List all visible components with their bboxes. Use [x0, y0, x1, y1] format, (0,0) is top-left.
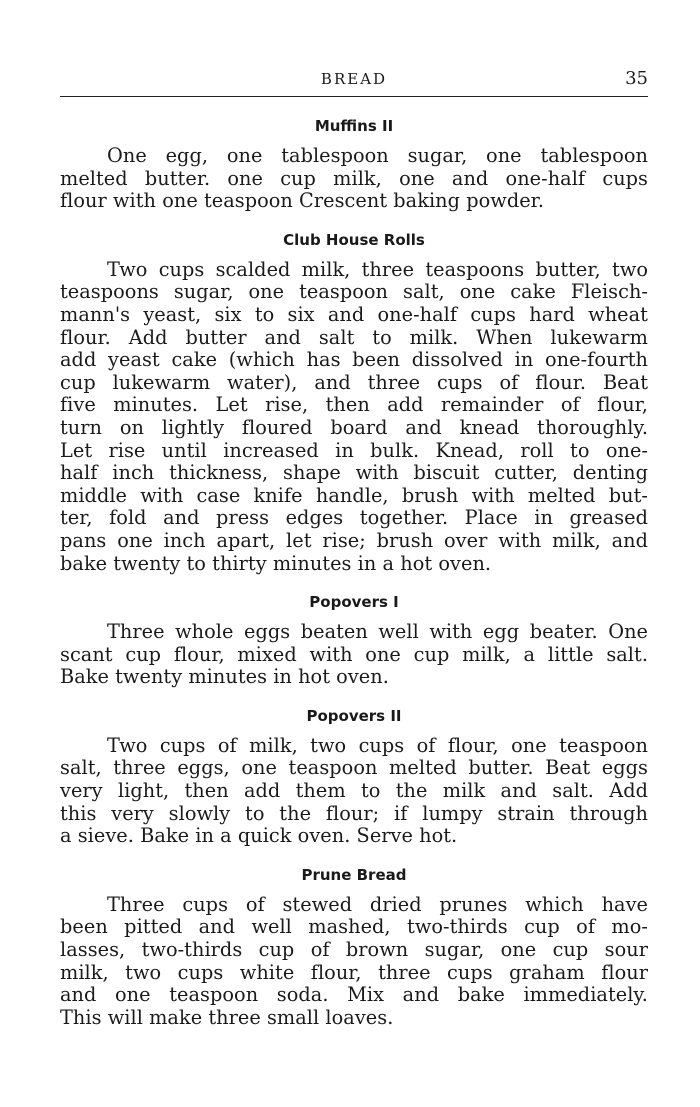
recipe-title: Muffins II [314, 117, 394, 135]
recipe-title: Popovers II [306, 706, 402, 725]
recipe-line: Bake twenty minutes in hot oven. [60, 665, 389, 689]
running-title: BREAD [320, 70, 388, 88]
recipe-line: salt, three eggs, one teaspoon melted butter. Beat eggs [60, 756, 648, 780]
recipe-line: turn on lightly floured board and knead thoroughly. [60, 415, 648, 439]
recipe-line: this very slowly to the flour; if lumpy strain through [60, 801, 648, 825]
recipe-section [60, 593, 648, 689]
header-rule [60, 96, 648, 97]
book-page [60, 66, 648, 1047]
recipe-line: Two cups of milk, two cups of flour, one teaspoon [107, 733, 648, 757]
recipe-line: ter, fold and press edges together. Place in greased [60, 506, 648, 530]
recipe-section [60, 707, 648, 848]
recipe-line: Three whole eggs beaten well with egg beater. One [107, 620, 648, 644]
recipe-line: One egg, one tablespoon sugar, one tablespoon [107, 144, 648, 167]
recipe-body [60, 145, 648, 213]
recipe-line: been pitted and well mashed, two-thirds cup of mo- [60, 915, 648, 939]
recipe-line: bake twenty to thirty minutes in a hot oven. [60, 551, 492, 575]
recipe-section [60, 231, 648, 575]
recipe-line: cup lukewarm water), and three cups of flour. Beat [60, 370, 648, 394]
recipe-line: milk, two cups white flour, three cups graham flour [60, 960, 648, 984]
recipe-line: and one teaspoon soda. Mix and bake immediately. [60, 983, 648, 1007]
recipe-line: add yeast cake (which has been dissolved in one-fourth [60, 348, 648, 372]
recipe-line: mann's yeast, six to six and one-half cups hard wheat [60, 302, 648, 326]
page-number: 35 [625, 68, 648, 89]
recipe-line: scant cup flour, mixed with one cup milk, a little salt. [60, 642, 648, 666]
recipe-line: Three cups of stewed dried prunes which have [107, 892, 648, 916]
recipe-body [60, 735, 648, 848]
recipe-line: teaspoons sugar, one teaspoon salt, one cake Fleisch- [60, 280, 648, 304]
recipe-line: flour. Add butter and salt to milk. When lukewarm [60, 325, 648, 349]
recipe-title: Club House Rolls [283, 230, 425, 249]
recipe-line: Let rise until increased in bulk. Knead, roll to one- [60, 438, 648, 462]
running-head [60, 66, 648, 94]
recipe-line: lasses, two-thirds cup of brown sugar, one cup sour [60, 938, 648, 962]
recipe-line: half inch thickness, shape with biscuit cutter, denting [60, 461, 648, 485]
recipe-line: pans one inch apart, let rise; brush over with milk, and [60, 528, 648, 552]
recipe-list [60, 117, 648, 1029]
recipe-body [60, 259, 648, 575]
recipe-body [60, 894, 648, 1030]
recipe-title: Prune Bread [301, 865, 407, 884]
recipe-line: Two cups scalded milk, three teaspoons butter, two [107, 257, 648, 281]
recipe-body [60, 621, 648, 689]
recipe-line: melted butter. one cup milk, one and one-half cups [60, 166, 648, 190]
recipe-line: a sieve. Bake in a quick oven. Serve hot. [60, 824, 458, 848]
recipe-section [60, 866, 648, 1030]
recipe-line: five minutes. Let rise, then add remainder of flour, [60, 393, 648, 417]
recipe-line: This will make three small loaves. [60, 1005, 394, 1029]
recipe-line: very light, then add them to the milk and salt. Add [60, 779, 648, 803]
recipe-line: middle with case knife handle, brush with melted but- [60, 483, 648, 507]
recipe-title: Popovers I [309, 593, 399, 612]
recipe-section [60, 117, 648, 213]
recipe-line: flour with one teaspoon Crescent baking powder. [60, 189, 545, 213]
